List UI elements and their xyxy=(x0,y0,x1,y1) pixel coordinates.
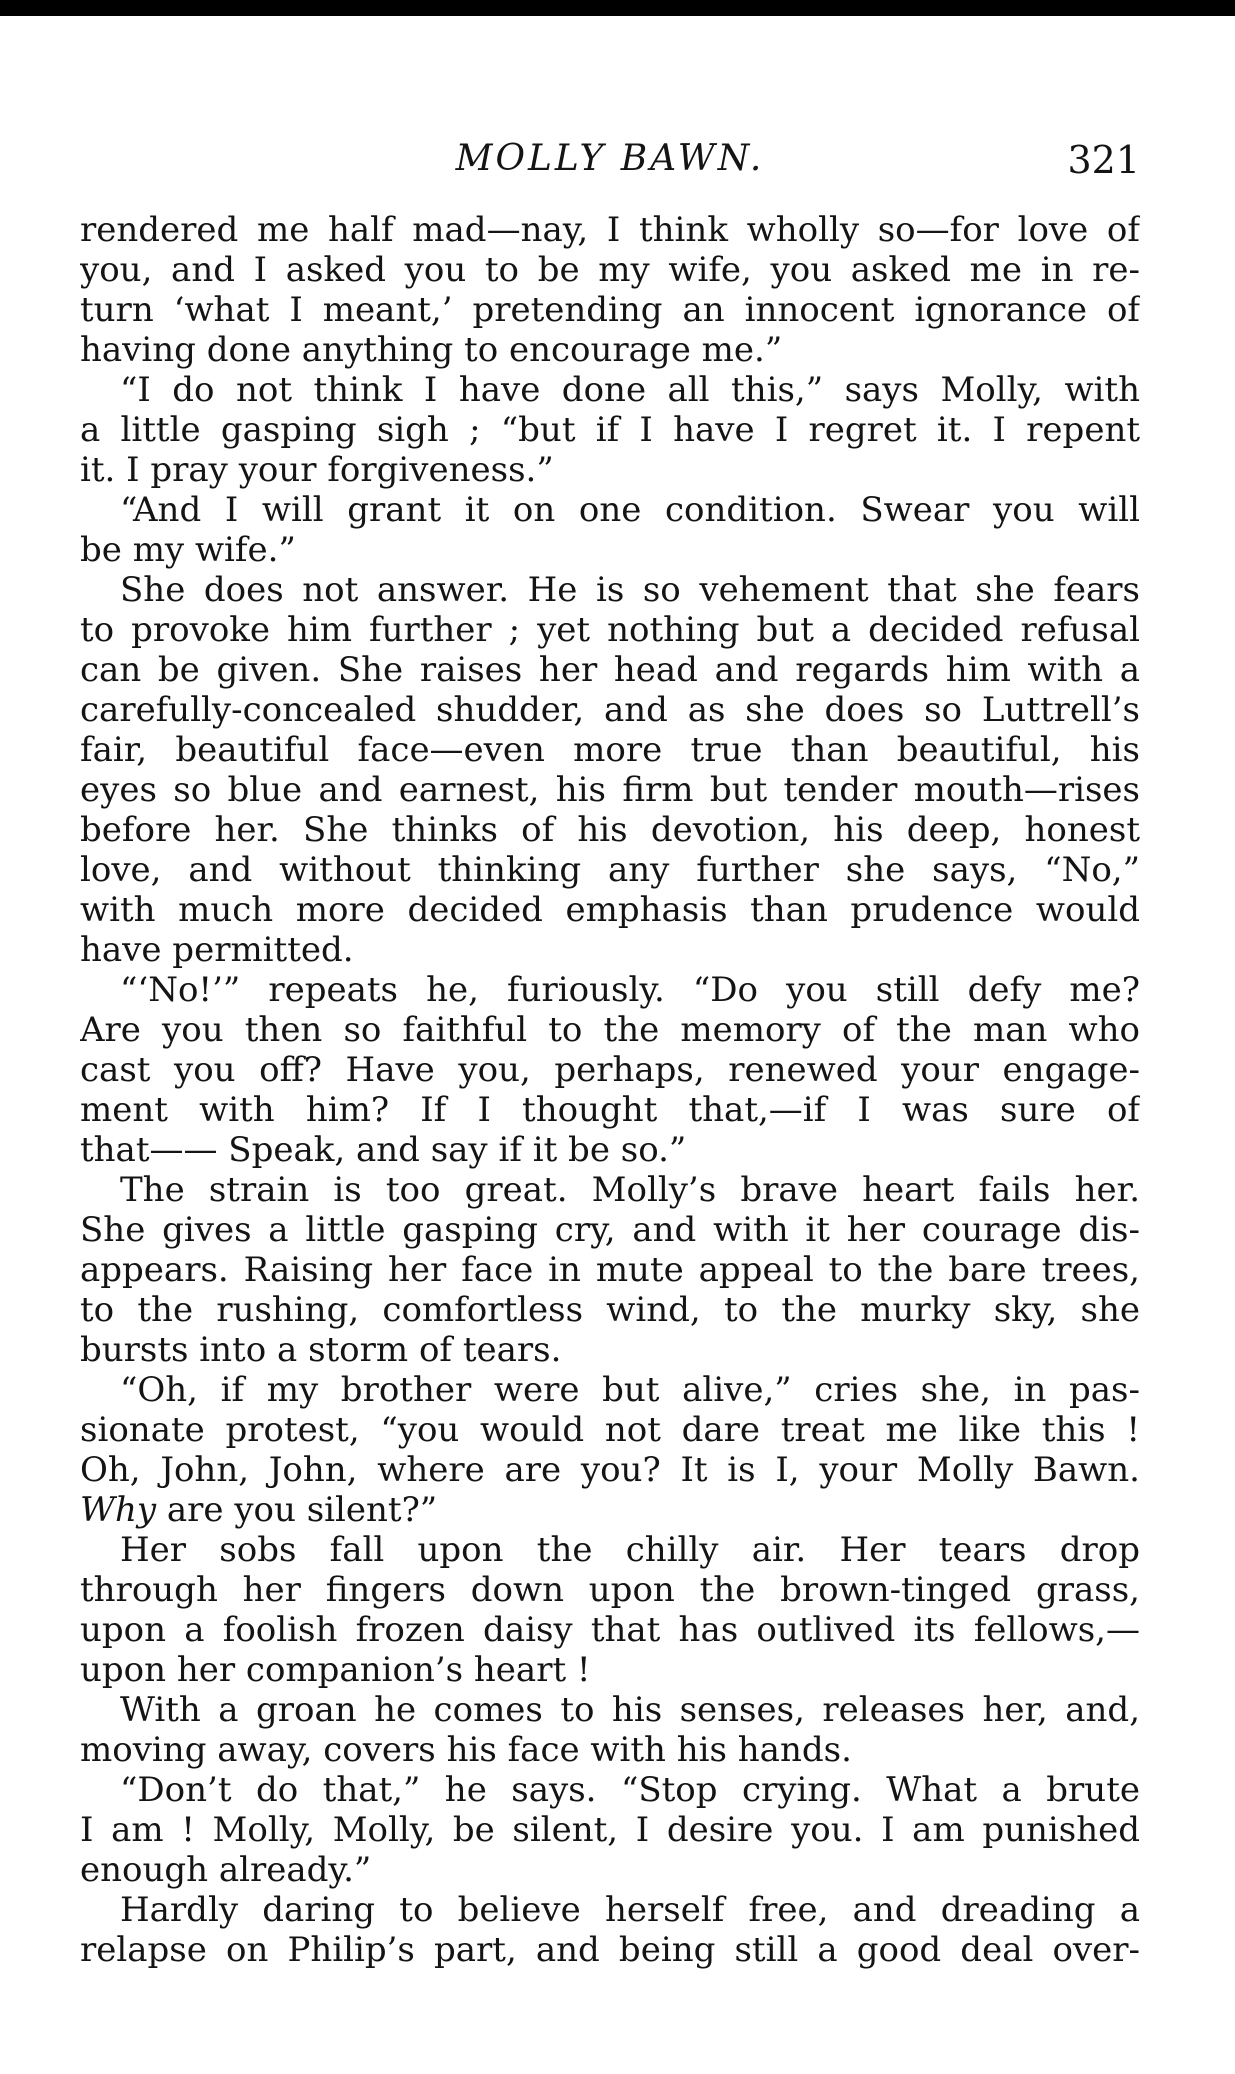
text-span: are you silent?” xyxy=(156,1490,438,1530)
text-line: love, and without thinking any further she says, “No,” xyxy=(80,850,1140,890)
text-line: Oh, John, John, where are you? It is I, your Molly Bawn. xyxy=(80,1450,1140,1490)
text-line: bursts into a storm of tears. xyxy=(80,1330,562,1370)
text-line: before her. She thinks of his devotion, his deep, honest xyxy=(80,810,1140,850)
text-line: She gives a little gasping cry, and with it her courage dis- xyxy=(80,1210,1140,1250)
text-line: fair, beautiful face—even more true than beautiful, his xyxy=(80,730,1140,770)
text-line: appears. Raising her face in mute appeal to the bare trees, xyxy=(80,1250,1140,1290)
text-line: She does not answer. He is so vehement that she fears xyxy=(120,570,1140,610)
text-line: moving away, covers his face with his hands. xyxy=(80,1730,852,1770)
text-line: upon her companion’s heart ! xyxy=(80,1650,591,1690)
text-line: that—— Speak, and say if it be so.” xyxy=(80,1130,687,1170)
text-line: be my wife.” xyxy=(80,530,296,570)
text-line: to the rushing, comfortless wind, to the murky sky, she xyxy=(80,1290,1140,1330)
text-line: Her sobs fall upon the chilly air. Her tears drop xyxy=(120,1530,1140,1570)
text-line: “Don’t do that,” he says. “Stop crying. What a brute xyxy=(120,1770,1140,1810)
text-line: “‘No!’” repeats he, furiously. “Do you still defy me? xyxy=(120,970,1140,1010)
text-line: “I do not think I have done all this,” says Molly, with xyxy=(120,370,1140,410)
text-line: enough already.” xyxy=(80,1850,372,1890)
text-line: with much more decided emphasis than prudence would xyxy=(80,890,1140,930)
text-line: it. I pray your forgiveness.” xyxy=(80,450,554,490)
text-line: ment with him? If I thought that,—if I was sure of xyxy=(80,1090,1140,1130)
emphasis-why: Why xyxy=(80,1490,157,1530)
text-line: I am ! Molly, Molly, be silent, I desire you. I am punished xyxy=(80,1810,1140,1850)
text-line: can be given. She raises her head and regards him with a xyxy=(80,650,1140,690)
text-line: upon a foolish frozen daisy that has outlived its fellows,— xyxy=(80,1610,1140,1650)
text-line: having done anything to encourage me.” xyxy=(80,330,783,370)
scan-top-border xyxy=(0,0,1235,16)
text-line: “And I will grant it on one condition. Swear you will xyxy=(120,490,1140,530)
running-head xyxy=(80,132,1140,192)
text-line: Are you then so faithful to the memory of the man who xyxy=(80,1010,1140,1050)
text-line: sionate protest, “you would not dare treat me like this ! xyxy=(80,1410,1140,1450)
text-line: have permitted. xyxy=(80,930,354,970)
text-line: The strain is too great. Molly’s brave heart fails her. xyxy=(120,1170,1140,1210)
text-line: through her fingers down upon the brown-tinged grass, xyxy=(80,1570,1140,1610)
text-line: carefully-concealed shudder, and as she does so Luttrell’s xyxy=(80,690,1140,730)
text-line: relapse on Philip’s part, and being still a good deal over- xyxy=(80,1930,1140,1970)
text-line xyxy=(80,1490,1140,1530)
page-number: 321 xyxy=(1067,138,1140,182)
text-line: a little gasping sigh ; “but if I have I regret it. I repent xyxy=(80,410,1140,450)
text-line: turn ‘what I meant,’ pretending an innocent ignorance of xyxy=(80,290,1140,330)
text-line: you, and I asked you to be my wife, you asked me in re- xyxy=(80,250,1140,290)
text-line: “Oh, if my brother were but alive,” cries she, in pas- xyxy=(120,1370,1140,1410)
text-line: to provoke him further ; yet nothing but a decided refusal xyxy=(80,610,1140,650)
text-line: rendered me half mad—nay, I think wholly so—for love of xyxy=(80,210,1140,250)
body-text xyxy=(80,210,1140,1970)
text-line: eyes so blue and earnest, his firm but tender mouth—rises xyxy=(80,770,1140,810)
running-title: MOLLY BAWN. xyxy=(455,138,765,179)
text-line: cast you off? Have you, perhaps, renewed your engage- xyxy=(80,1050,1140,1090)
text-line: Hardly daring to believe herself free, and dreading a xyxy=(120,1890,1140,1930)
text-line: With a groan he comes to his senses, releases her, and, xyxy=(120,1690,1140,1730)
